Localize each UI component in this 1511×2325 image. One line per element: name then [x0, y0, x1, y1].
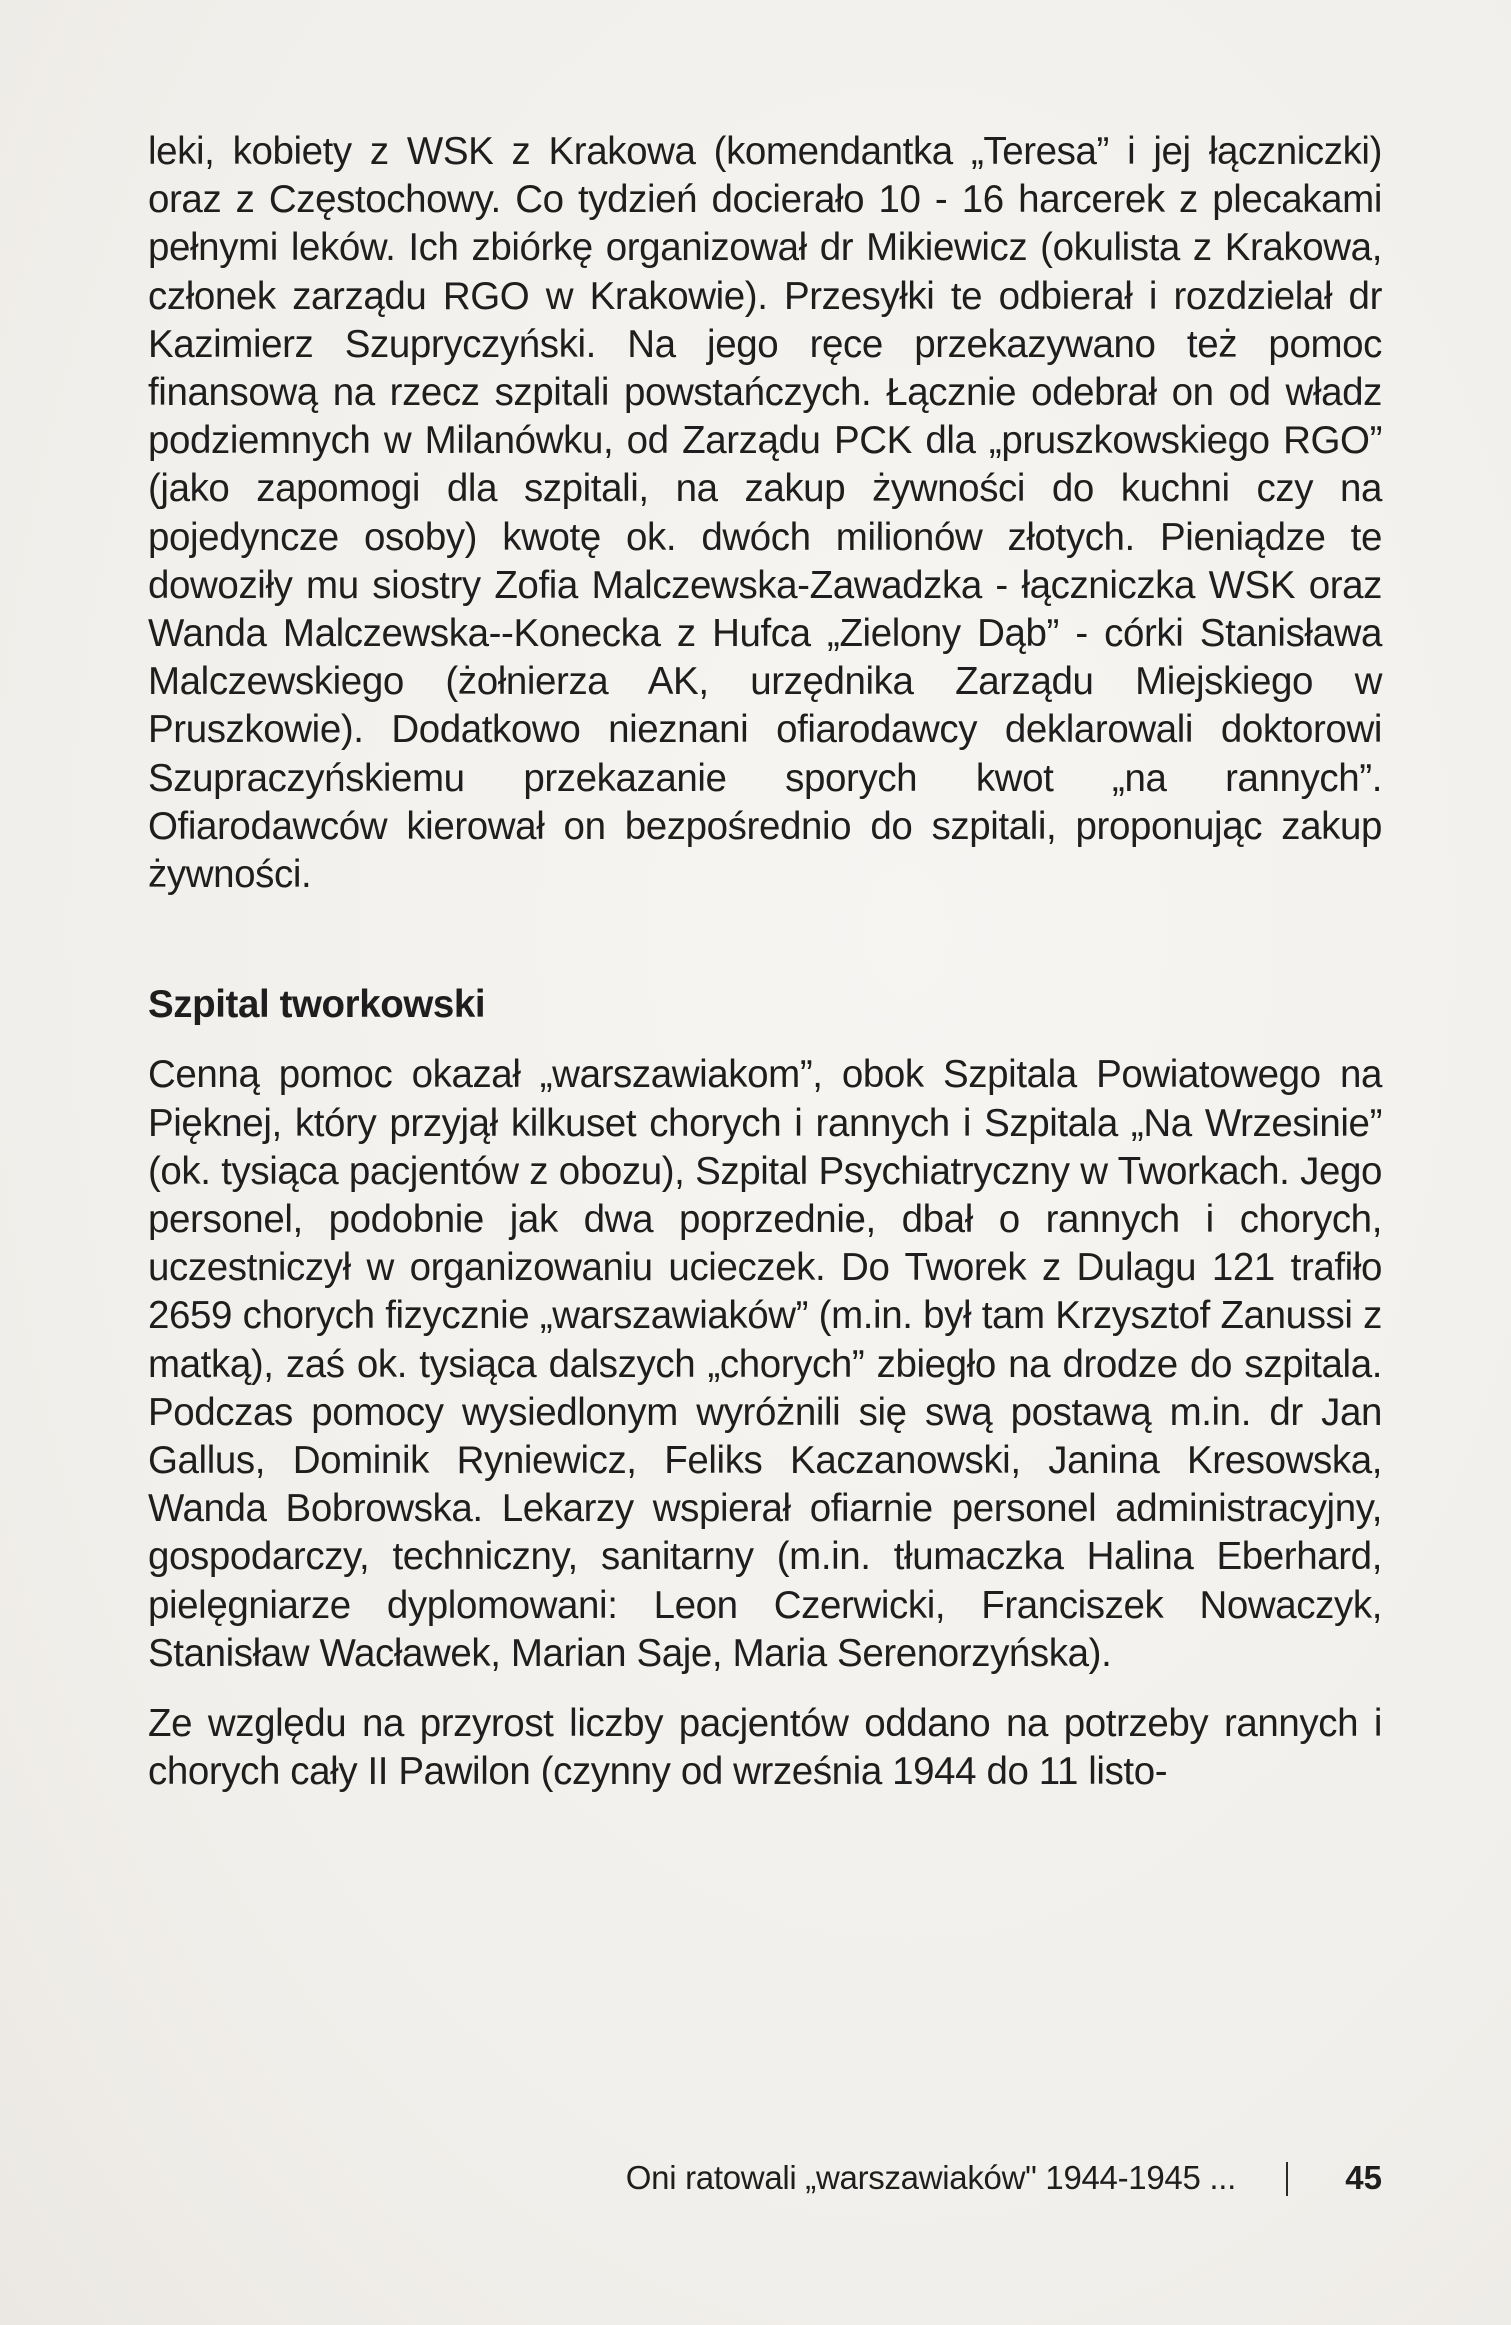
page-footer — [148, 2152, 1382, 2204]
page-number: 45 — [1345, 2159, 1382, 2196]
section-heading: Szpital tworkowski — [148, 983, 486, 1027]
body-paragraph-3: Ze względu na przyrost liczby pacjentów oddano na potrzeby rannych i chorych cały II Pawilon (czynny od września 1944 do 11 listo- — [148, 1702, 1382, 1794]
body-paragraph-2: Cenną pomoc okazał „warszawiakom”, obok Szpitala Powiatowego na Pięknej, który przyjął kilkuset chorych i rannych i Szpitala „Na Wrzesinie” (ok. tysiąca pacjentów z obozu), Szpital Psychiatryczny w Tworkach. Jego personel, podobnie jak dwa poprzednie, dbał o rannych i chorych, uczestniczył w organizowaniu ucieczek. Do Tworek z Dulagu 121 trafiło 2659 chorych fizycznie „warszawiaków” (m.in. był tam Krzysztof Zanussi z matką), zaś ok. tysiąca dalszych „chorych” zbiegło na drodze do szpitala. Podczas pomocy wysiedlonym wyróżnili się swą postawą m.in. dr Jan Gallus, Dominik Ryniewicz, Feliks Kaczanowski, Janina Kresowska, Wanda Bobrowska. Lekarzy wspierał ofiarnie personel administracyjny, gospodarczy, techniczny, sanitarny (m.in. tłumaczka Halina Eberhard, pielęgniarze dyplomowani: Leon Czerwicki, Franciszek Nowaczyk, Stanisław Wacławek, Marian Saje, Maria Serenorzyńska). — [148, 1053, 1382, 1675]
running-title: Oni ratowali „warszawiaków" 1944-1945 ... — [625, 2159, 1236, 2196]
body-paragraph-1: leki, kobiety z WSK z Krakowa (komendantka „Teresa” i jej łączniczki) oraz z Częstochowy. Co tydzień docierało 10 - 16 harcerek z plecakami pełnymi leków. Ich zbiórkę organizował dr Mikiewicz (okulista z Krakowa, członek zarządu RGO w Krakowie). Przesyłki te odbierał i rozdzielał dr Kazimierz Szupryczyński. Na jego ręce przekazywano też pomoc finansową na rzecz szpitali powstańczych. Łącznie odebrał on od władz podziemnych w Milanówku, od Zarządu PCK dla „pruszkowskiego RGO” (jako zapomogi dla szpitali, na zakup żywności do kuchni czy na pojedyncze osoby) kwotę ok. dwóch milionów złotych. Pieniądze te dowoziły mu siostry Zofia Malczewska-Zawadzka - łączniczka WSK oraz Wanda Malczewska-​-Konecka z Hufca „Zielony Dąb” - córki Stanisława Malczewskiego (żołnierza AK, urzędnika Zarządu Miejskiego w Pruszkowie). Dodatkowo nieznani ofiarodawcy deklarowali doktorowi Szupraczyńskiemu przekazanie sporych kwot „na rannych”. Ofiarodawców kierował on bezpośrednio do szpitali, proponując zakup żywności. — [148, 130, 1382, 897]
footer-divider — [1286, 2162, 1288, 2196]
page-content — [148, 128, 1382, 1797]
